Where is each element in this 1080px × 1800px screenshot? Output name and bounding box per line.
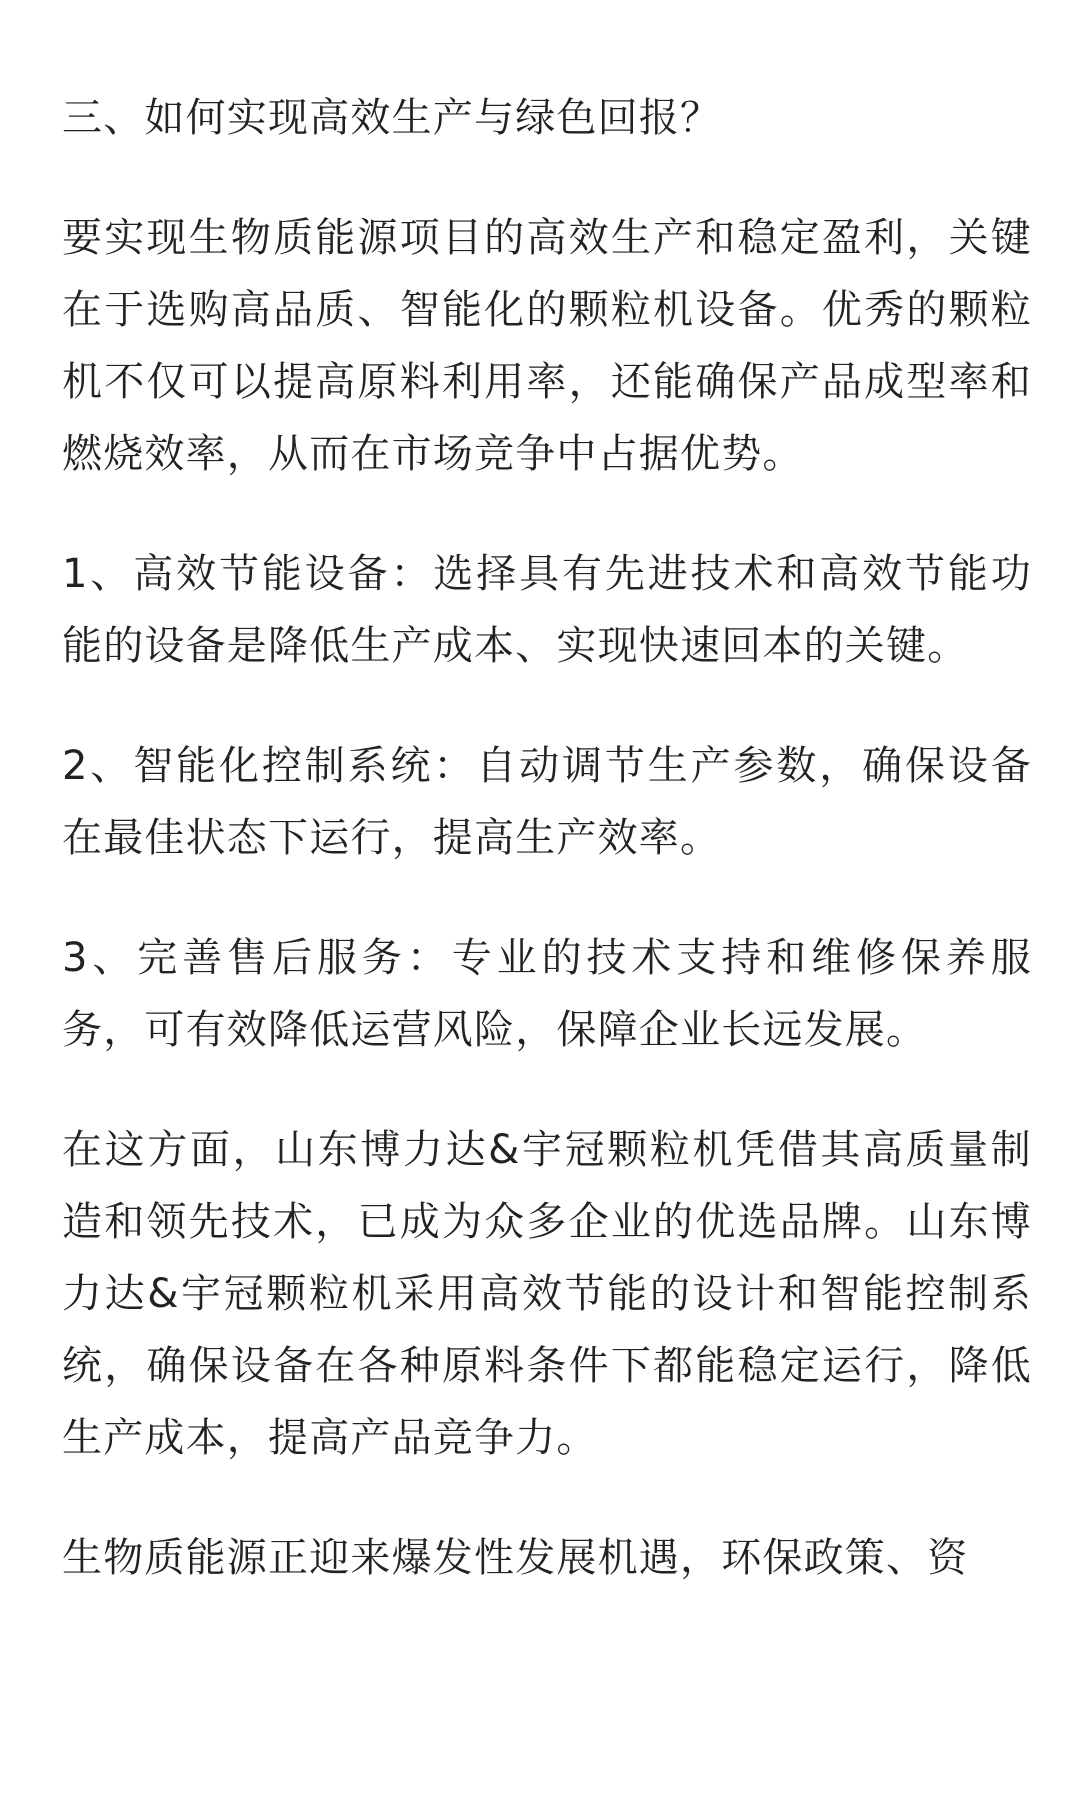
point-smart-control: 2、智能化控制系统：自动调节生产参数，确保设备在最佳状态下运行，提高生产效率。 <box>62 743 1032 861</box>
intro-paragraph: 要实现生物质能源项目的高效生产和稳定盈利，关键在于选购高品质、智能化的颗粒机设备。优秀的颗粒机不仅可以提高原料利用率，还能确保产品成型率和燃烧效率，从而在市场竞争中占据优势。 <box>62 215 1032 477</box>
point-energy-saving: 1、高效节能设备：选择具有先进技术和高效节能功能的设备是降低生产成本、实现快速回本的关键。 <box>62 551 1032 669</box>
article-body <box>62 82 1032 1642</box>
section-heading: 三、如何实现高效生产与绿色回报？ <box>62 95 722 141</box>
brand-paragraph: 在这方面，山东博力达&宇冠颗粒机凭借其高质量制造和领先技术，已成为众多企业的优选品牌。山东博力达&宇冠颗粒机采用高效节能的设计和智能控制系统，确保设备在各种原料条件下都能稳定运行，降低生产成本，提高产品竞争力。 <box>62 1127 1032 1461</box>
point-after-sales: 3、完善售后服务：专业的技术支持和维修保养服务，可有效降低运营风险，保障企业长远发展。 <box>62 935 1032 1053</box>
closing-paragraph: 生物质能源正迎来爆发性发展机遇，环保政策、资 <box>62 1535 969 1581</box>
